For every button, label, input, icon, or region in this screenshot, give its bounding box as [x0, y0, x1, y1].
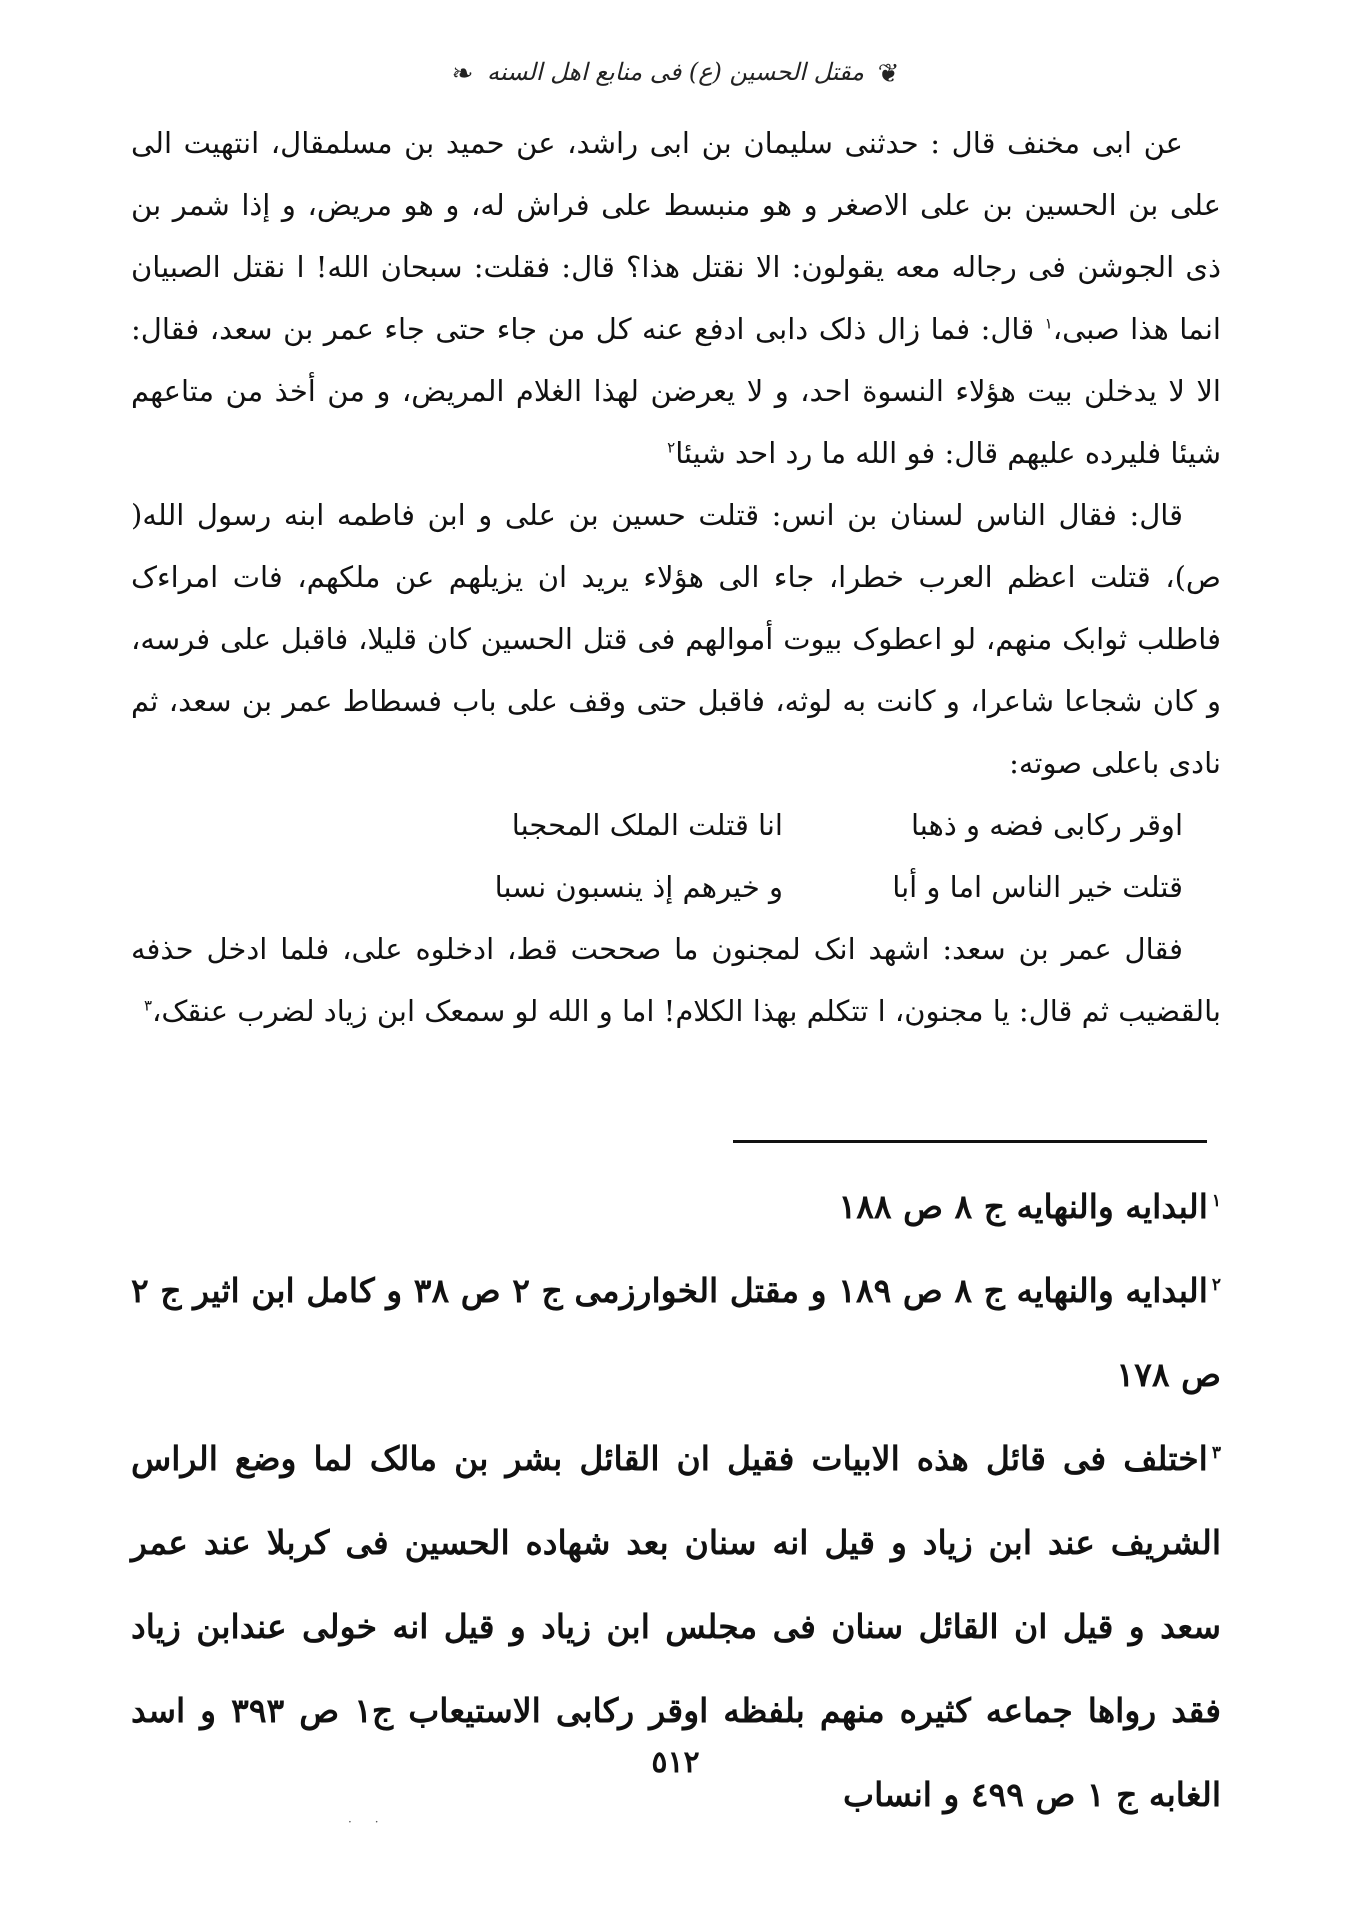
footnote-text: البدایه والنهایه ج ٨ ص ١٨٨: [838, 1187, 1208, 1226]
paragraph-1: [131, 112, 1221, 484]
footnote-ref-3: ٣: [143, 996, 153, 1015]
footnotes: [131, 1165, 1221, 1837]
paragraph-1-continued: قال: فما زال ذلک دابی ادفع عنه کل من جاء حتی جاء عمر بن سعد، فقال: الا لا یدخلن بیت هؤلاء النسوة احد، و لا یعرضن لهذا الغلام المریض، و من أخذ من متاعهم شیئا فلیرده علیهم قال: فو الله ما رد احد شیئا: [131, 312, 1221, 470]
scan-specks: · ·: [348, 1815, 379, 1829]
poem-verses: [131, 794, 1221, 918]
verse-hemistich-2: انا قتلت الملک المحجبا: [511, 808, 783, 842]
main-text: [131, 112, 1221, 1042]
footnote-separator: [733, 1140, 1207, 1143]
paragraph-2-text: قال: فقال الناس لسنان بن انس: قتلت حسین بن علی و ابن فاطمه ابنه رسول الله( ص)، قتلت اعظم العرب خطرا، جاء الی هؤلاء یرید ان یزیلهم عن ملکهم، فات امراءک فاطلب ثوابک منهم، لو اعطوک بیوت أموالهم فی قتل الحسین کان قلیلا، فاقبل علی فرسه، و کان شجاعا شاعرا، و کانت به لوثه، فاقبل حتی وقف علی باب فسطاط عمر بن سعد، ثم نادی باعلی صوته:: [131, 498, 1221, 780]
floral-ornament-icon: ❧: [451, 58, 474, 89]
verse-line: [131, 856, 1221, 918]
footnote-text: البدایه والنهایه ج ٨ ص ١٨٩ و مقتل الخوارزمی ج ٢ ص ٣٨ و کامل ابن اثیر ج ٢ ص ١٧٨: [131, 1271, 1221, 1394]
verse-line: [131, 794, 1221, 856]
paragraph-2: [131, 484, 1221, 794]
footnote-ref-1: ١: [1044, 314, 1053, 333]
footnote-2: [131, 1249, 1221, 1417]
header-title: مقتل الحسین (ع) فی منابع اهل السنه: [487, 58, 864, 86]
page-number: ٥١٢: [651, 1745, 700, 1780]
paragraph-3: [131, 918, 1221, 1042]
footnote-1: [131, 1165, 1221, 1249]
floral-ornament-icon: ❦: [877, 58, 900, 89]
verse-hemistich-1: قتلت خیر الناس اما و أبا: [892, 870, 1183, 904]
verse-hemistich-2: و خیرهم إذ ینسبون نسبا: [494, 870, 783, 904]
footnote-ref-2: ٢: [667, 438, 676, 457]
verse-hemistich-1: اوقر رکابی فضه و ذهبا: [910, 808, 1183, 842]
footnote-text: اختلف فی قائل هذه الابیات فقیل ان القائل بشر بن مالک لما وضع الراس الشریف عند ابن زیاد و قیل انه سنان بعد شهاده الحسین فی کربلا عند عمر سعد و قیل ان القائل سنان فی مجلس ابن زیاد و قیل انه خولی عندابن زیاد فقد رواها جماعه کثیره منهم بلفظه اوقر رکابی الاستیعاب ج١ ص ٣٩٣ و اسد الغابه ج ١ ص ٤٩٩ و انساب: [131, 1439, 1222, 1814]
paragraph-1-text: عن ابی مخنف قال : حدثنی سلیمان بن ابی راشد، عن حمید بن مسلمقال، انتهیت الی علی بن الحسین بن علی الاصغر و هو منبسط علی فراش له، و هو مریض، و إذا شمر بن ذی الجوشن فی رجاله معه یقولون: الا نقتل هذا؟ قال: فقلت: سبحان الله! ا نقتل الصبیان انما هذا صبی،: [131, 126, 1221, 346]
footnote-number: ١: [1211, 1191, 1221, 1211]
footnote-number: ٢: [1211, 1275, 1222, 1295]
running-header: [0, 58, 1351, 89]
paragraph-3-text: فقال عمر بن سعد: اشهد انک لمجنون ما صححت قط، ادخلوه علی، فلما ادخل حذفه بالقضیب ثم قال: یا مجنون، ا تتکلم بهذا الکلام! اما و الله لو سمعک ابن زیاد لضرب عنقک،: [131, 932, 1221, 1028]
footnote-number: ٣: [1211, 1443, 1221, 1463]
